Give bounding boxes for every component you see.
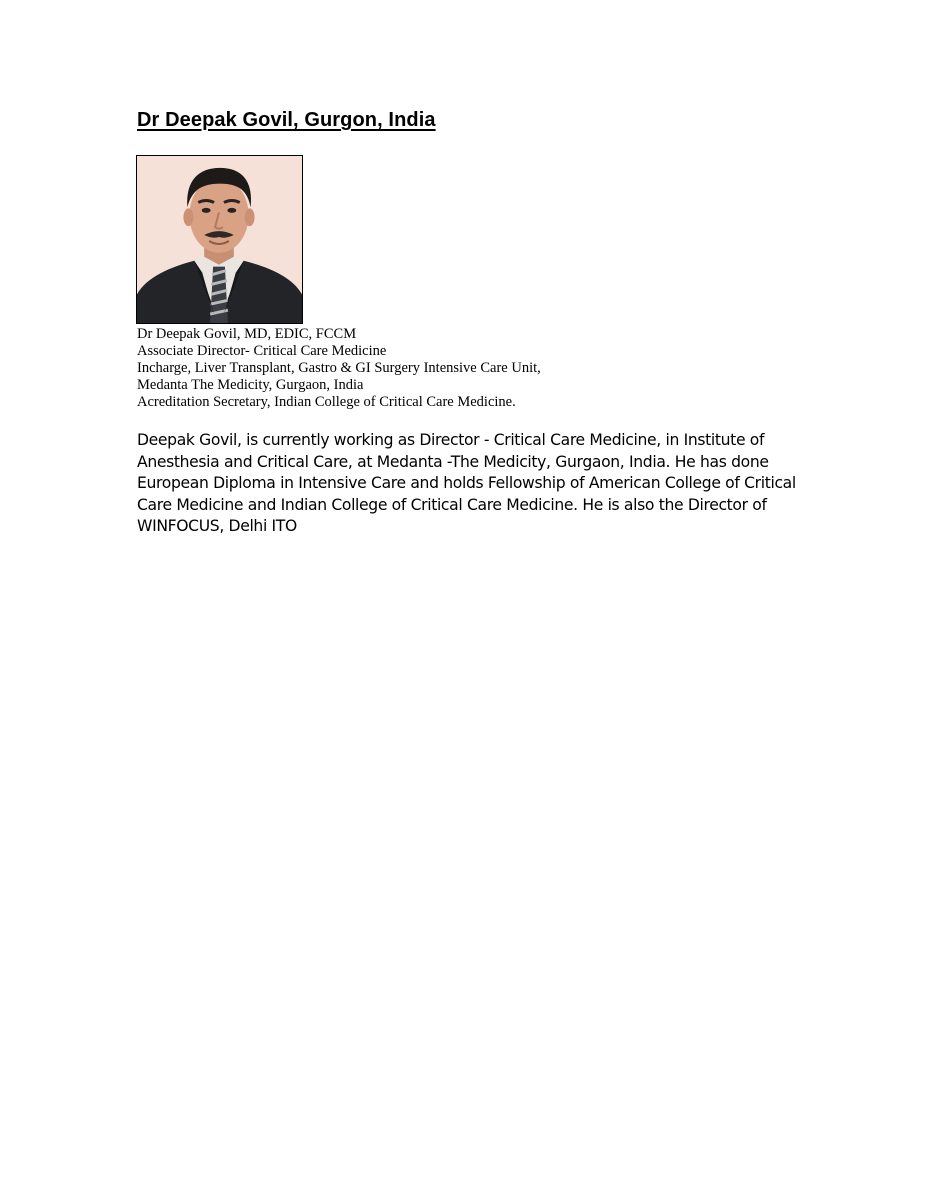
credential-line-position: Associate Director- Critical Care Medicine [137,343,387,359]
credential-line-name: Dr Deepak Govil, MD, EDIC, FCCM [137,326,357,342]
credential-line-hospital: Medanta The Medicity, Gurgaon, India [137,377,364,393]
bio-paragraph: Deepak Govil, is currently working as Director - Critical Care Medicine, in Institute of Anesthesia and Critical Care, at Medanta -The Medicity, Gurgaon, India. He has done European Diploma in Intensive Care and holds Fellowship of American College of Critical Care Medicine and Indian College of Critical Care Medicine. He is also the Director of WINFOCUS, Delhi ITO [137,431,796,535]
portrait-photo [136,155,303,324]
page-title: Dr Deepak Govil, Gurgon, India [137,109,436,131]
person-photo-icon [137,156,302,323]
credentials-block [137,326,541,411]
credential-line-incharge: Incharge, Liver Transplant, Gastro & GI Surgery Intensive Care Unit, [137,360,541,376]
credential-line-secretary: Acreditation Secretary, Indian College of Critical Care Medicine. [137,394,516,410]
